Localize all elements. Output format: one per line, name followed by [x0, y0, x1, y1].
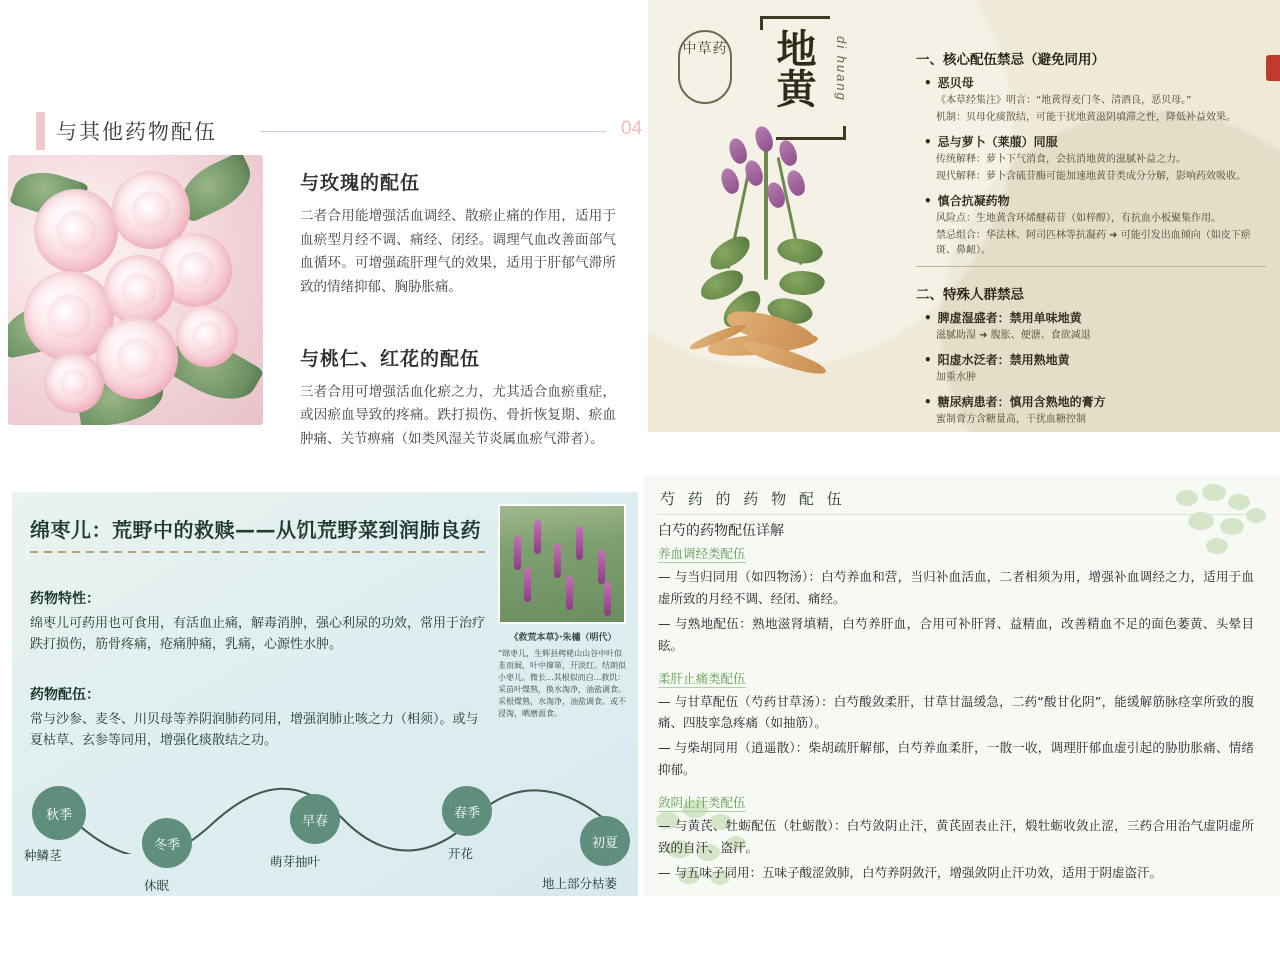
section-number: 04 [621, 118, 643, 139]
panel2-text-body [916, 48, 1266, 432]
item-title: • 阳虚水泛者：禁用熟地黄 [930, 351, 1266, 368]
properties-block [30, 588, 490, 655]
timeline-node: 冬季 [142, 818, 192, 868]
section-heading-contraindications: 一、核心配伍禁忌（避免同用） [916, 52, 1105, 68]
timeline-label: 萌芽抽叶 [270, 854, 321, 869]
section-item: — 与熟地配伍：熟地滋肾填精，白芍养肝血，合用可补肝肾、益精血，改善精血不足的面色萎黄、头晕目眩。 [658, 615, 1254, 653]
list-item [916, 133, 1266, 184]
section-item: — 与当归同用（如四物汤）：白芍养血和营，当归补血活血，二者相须为用，增强补血调经之力，适用于血虚所致的月经不调、经闭、痛经。 [658, 569, 1254, 606]
spacer [658, 660, 1254, 669]
section-heading: 柔肝止痛类配伍 [658, 670, 746, 686]
item-line: 加重水肿 [936, 372, 976, 383]
page-title: 绵枣儿：荒野中的救赎——从饥荒野菜到润肺良药 [30, 518, 481, 542]
divider [916, 266, 1266, 267]
pairing-heading-rose: 与玫瑰的配伍 [300, 172, 421, 194]
rehmannia-illustration [668, 120, 868, 420]
timeline-label: 开花 [448, 846, 474, 861]
section-item: — 与五味子同用：五味子酸涩敛肺，白芍养阴敛汗，增强敛阴止汗功效，适用于阴虚盗汗。 [658, 864, 1162, 880]
list-item [916, 309, 1266, 343]
panel1-header [36, 112, 643, 152]
timeline-label: 地上部分枯萎 [542, 876, 618, 891]
caption-text: “绵枣儿，生辉县栲栳山山谷中叶似韭而阔，叶中撺箪，开淡红。结朗似小枣儿。微长...其根似而白...救饥：采苗叶煠熟，换水淘净，油盐调食。采根煠熟，水淘净，油盐调食。或不浸淘，晒磨面食。 [498, 648, 626, 718]
section-liver-soothing [658, 669, 1254, 782]
item-line: 禁忌组合：华法林、阿司匹林等抗凝药 ➜ 可能引发出血倾向（如皮下瘀斑、鼻衄）。 [936, 230, 1251, 256]
list-item [916, 192, 1266, 258]
block-heading: 药物配伍： [30, 687, 100, 703]
slide-panel-peony [644, 476, 1280, 896]
accent-bar [36, 112, 45, 150]
timeline-node: 春季 [442, 786, 492, 836]
item-line: 现代解释：萝卜含硫苷酶可能加速地黄苷类成分分解，影响药效吸收。 [936, 171, 1246, 182]
item-line: 机制：贝母化痰散结，可能干扰地黄滋阴填滞之性，降低补益效果。 [936, 112, 1236, 123]
pairing-text-peach-safflower: 三者合用可增强活血化瘀之力，尤其适合血瘀重症，或因瘀血导致的疼痛。跌打损伤、骨折恢复期、瘀血肿痛、关节痹痛（如类风湿关节炎属血瘀气滞者）。 [300, 383, 616, 447]
item-title: • 忌与萝卜（莱菔）同服 [930, 133, 1266, 150]
roses-photo [8, 155, 263, 425]
pairing-text-rose: 二者合用能增强活血调经、散瘀止痛的作用，适用于血瘀型月经不调、痛经、闭经。调理气血改善面部气血循环。可增强疏肝理气的效果，适用于肝郁气滞所致的情绪抑郁、胸胁胀痛。 [300, 208, 616, 295]
item-line: 蜜制膏方含糖量高，干扰血糖控制 [936, 414, 1086, 425]
herb-pinyin: di huang [834, 36, 849, 102]
divider [658, 514, 1258, 515]
block-text: 常与沙参、麦冬、川贝母等养阴润肺药同用，增强润肺止咳之力（相须）。或与夏枯草、玄参等同用，增强化痰散结之功。 [30, 712, 479, 749]
item-line: 滋腻助湿 ➜ 腹胀、便溏、食欲减退 [936, 330, 1091, 341]
item-line: 传统解释：萝卜下气消食，会抗消地黄的滋腻补益之力。 [936, 154, 1186, 165]
panel3-header [30, 514, 500, 553]
scilla-photo [498, 504, 626, 624]
timeline-node: 秋季 [32, 786, 86, 840]
timeline-node: 早春 [290, 794, 340, 844]
slide-panel-scilla [12, 492, 638, 896]
block-heading: 药物特性： [30, 591, 100, 607]
growth-timeline [12, 784, 638, 896]
panel1-text-body [300, 168, 616, 451]
section-blood-nourishing [658, 544, 1254, 657]
seal-stamp: 中草药 [678, 30, 732, 104]
section-item: — 与黄芪、牡蛎配伍（牡蛎散）：白芍敛阴止汗，黄芪固表止汗，煅牡蛎收敛止涩，三药合用治气虚阴虚所致的自汗、盗汗。 [658, 818, 1254, 855]
item-line: 《本草经集注》明言：“地黄得麦门冬、清酒良，恶贝母。” [936, 95, 1192, 106]
slide-panel-herb-pairings [0, 0, 643, 480]
panel4-text-body [658, 544, 1254, 887]
list-item [916, 393, 1266, 427]
caption-title: 《救荒本草》·朱橚（明代） [509, 633, 617, 643]
page-title: 芍 药 的 药 物 配 伍 [660, 490, 846, 508]
divider [261, 131, 606, 132]
slide-panel-rehmannia [648, 0, 1280, 432]
divider [30, 551, 485, 553]
spacer [658, 784, 1254, 793]
item-title: • 慎合抗凝药物 [930, 192, 1266, 209]
pairing-heading-peach-safflower: 与桃仁、红花的配伍 [300, 347, 481, 370]
section-item: — 与柴胡同用（逍遥散）：柴胡疏肝解郁，白芍养血柔肝，一散一收，调理肝郁血虚引起的胁肋胀痛、情绪抑郁。 [658, 740, 1254, 778]
section-heading: 敛阴止汗类配伍 [658, 795, 746, 810]
timeline-label: 休眠 [144, 878, 170, 893]
pairings-block [30, 684, 490, 751]
timeline-node: 初夏 [580, 816, 630, 866]
item-title: • 糖尿病患者：慎用含熟地的膏方 [930, 393, 1266, 410]
section-sweat-astringing [658, 793, 1254, 884]
red-tab-marker [1266, 55, 1280, 81]
section-heading: 养血调经类配伍 [658, 546, 746, 561]
section-item: — 与甘草配伍（芍药甘草汤）：白芍酸敛柔肝，甘草甘温缓急，二药“酸甘化阴”，能缓解筋脉痉挛所致的腹痛、四肢挛急疼痛（如抽筋）。 [658, 693, 1254, 731]
timeline-label: 种鳞茎 [24, 848, 62, 863]
page-title: 与其他药物配伍 [56, 120, 217, 144]
item-title: • 恶贝母 [930, 74, 1266, 91]
list-item [916, 351, 1266, 385]
list-item [916, 74, 1266, 125]
photo-caption [498, 632, 628, 720]
page-subtitle: 白芍的药物配伍详解 [658, 523, 784, 539]
item-line: 风险点：生地黄含环烯醚萜苷（如梓醇），有抗血小板聚集作用。 [936, 213, 1221, 224]
section-heading-special-groups: 二、特殊人群禁忌 [916, 287, 1024, 303]
herb-title: 地黄 [770, 28, 816, 108]
item-title: • 脾虚湿盛者：禁用单味地黄 [930, 309, 1266, 326]
block-text: 绵枣儿可药用也可食用，有活血止痛，解毒消肿，强心利尿的功效，常用于治疗跌打损伤，筋骨疼痛，疮痛肿痛，乳痛，心源性水肿。 [30, 616, 486, 653]
